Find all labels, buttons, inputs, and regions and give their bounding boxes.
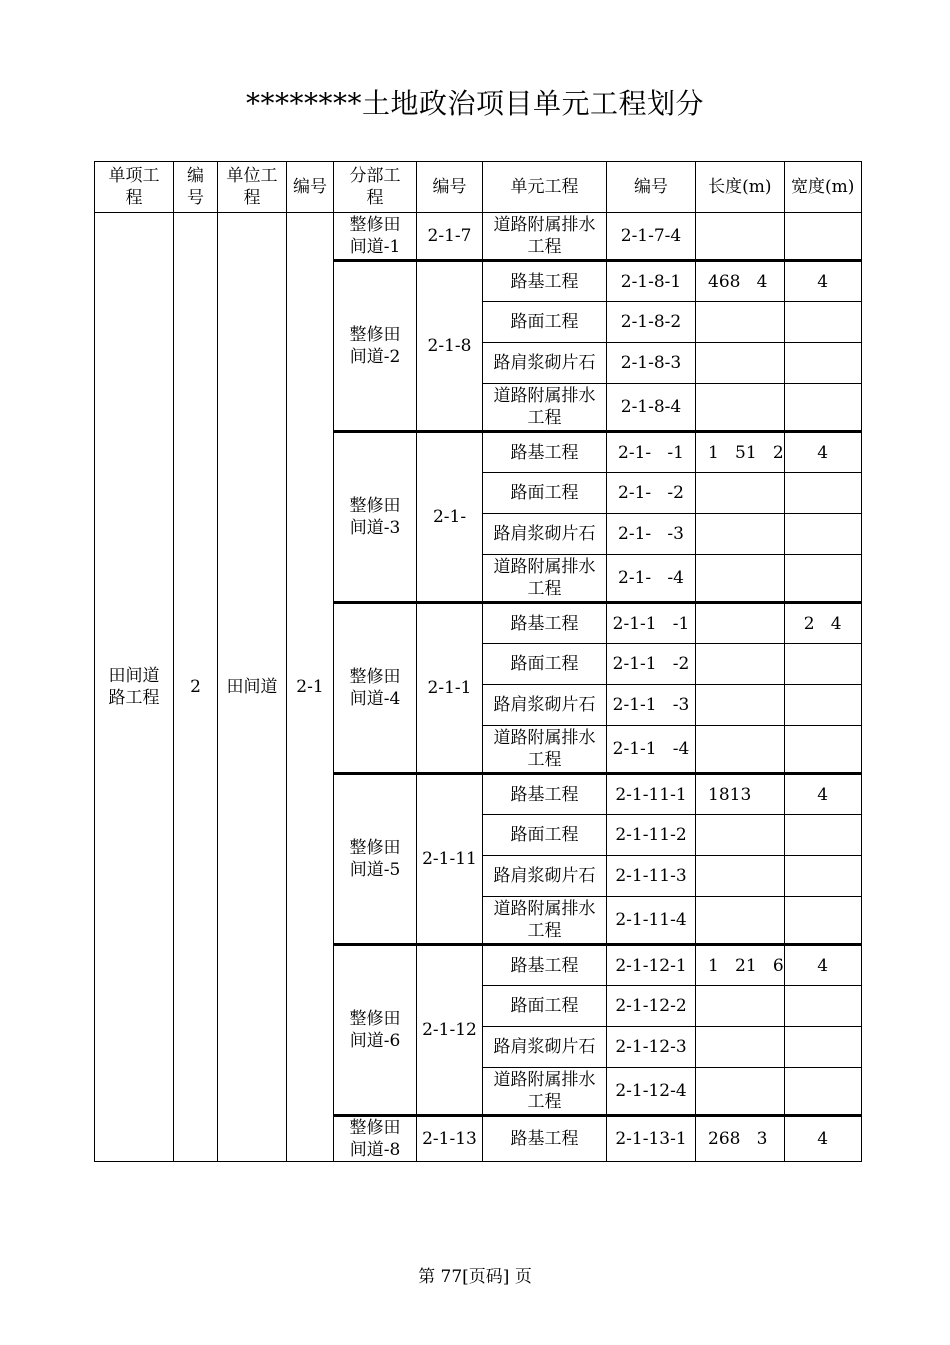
part-cell: 整修田 间道-3 bbox=[334, 432, 417, 603]
part-cell: 整修田 间道-5 bbox=[334, 774, 417, 945]
width-cell: 4 bbox=[784, 261, 861, 302]
element-name-cell: 道路附属排水 工程 bbox=[483, 384, 607, 432]
element-no-cell: 2-1- -1 bbox=[607, 432, 696, 473]
element-name-cell: 路基工程 bbox=[483, 1116, 607, 1162]
length-cell bbox=[696, 555, 785, 603]
element-no-cell: 2-1-1 -1 bbox=[607, 603, 696, 644]
length-cell bbox=[696, 603, 785, 644]
part-cell: 整修田 间道-8 bbox=[334, 1116, 417, 1162]
column-header: 编号 bbox=[417, 162, 483, 213]
part-cell: 整修田 间道-4 bbox=[334, 603, 417, 774]
element-name-cell: 路基工程 bbox=[483, 774, 607, 815]
page-footer: 第 77[页码] 页 bbox=[418, 1267, 532, 1287]
unit-no-cell: 2-1 bbox=[287, 213, 334, 1162]
width-cell: 4 bbox=[784, 945, 861, 986]
width-cell bbox=[784, 644, 861, 685]
element-no-cell: 2-1-11-1 bbox=[607, 774, 696, 815]
width-cell bbox=[784, 856, 861, 897]
element-no-cell: 2-1-11-2 bbox=[607, 815, 696, 856]
column-header: 单位工 程 bbox=[218, 162, 287, 213]
element-no-cell: 2-1-1 -4 bbox=[607, 726, 696, 774]
element-name-cell: 路肩浆砌片石 bbox=[483, 856, 607, 897]
width-cell bbox=[784, 986, 861, 1027]
width-cell bbox=[784, 726, 861, 774]
column-header: 单元工程 bbox=[483, 162, 607, 213]
length-cell bbox=[696, 1068, 785, 1116]
element-name-cell: 道路附属排水 工程 bbox=[483, 726, 607, 774]
length-cell bbox=[696, 726, 785, 774]
column-header: 编号 bbox=[287, 162, 334, 213]
element-no-cell: 2-1-12-3 bbox=[607, 1027, 696, 1068]
length-cell bbox=[696, 473, 785, 514]
element-name-cell: 路基工程 bbox=[483, 945, 607, 986]
width-cell bbox=[784, 473, 861, 514]
element-no-cell: 2-1-1 -3 bbox=[607, 685, 696, 726]
part-no-cell: 2-1-13 bbox=[417, 1116, 483, 1162]
element-name-cell: 道路附属排水 工程 bbox=[483, 1068, 607, 1116]
column-header: 分部工 程 bbox=[334, 162, 417, 213]
element-name-cell: 路面工程 bbox=[483, 302, 607, 343]
width-cell bbox=[784, 815, 861, 856]
length-cell bbox=[696, 897, 785, 945]
length-cell bbox=[696, 343, 785, 384]
element-name-cell: 路面工程 bbox=[483, 473, 607, 514]
element-no-cell: 2-1-8-1 bbox=[607, 261, 696, 302]
part-cell: 整修田 间道-6 bbox=[334, 945, 417, 1116]
element-name-cell: 路基工程 bbox=[483, 603, 607, 644]
width-cell bbox=[784, 343, 861, 384]
width-cell bbox=[784, 384, 861, 432]
element-no-cell: 2-1-7-4 bbox=[607, 213, 696, 261]
element-name-cell: 路肩浆砌片石 bbox=[483, 685, 607, 726]
element-no-cell: 2-1- -3 bbox=[607, 514, 696, 555]
unit-cell: 田间道 bbox=[218, 213, 287, 1162]
width-cell bbox=[784, 555, 861, 603]
width-cell bbox=[784, 213, 861, 261]
part-no-cell: 2-1-1 bbox=[417, 603, 483, 774]
element-no-cell: 2-1- -2 bbox=[607, 473, 696, 514]
length-cell bbox=[696, 986, 785, 1027]
width-cell: 4 bbox=[784, 432, 861, 473]
part-no-cell: 2-1-11 bbox=[417, 774, 483, 945]
element-name-cell: 道路附属排水 工程 bbox=[483, 897, 607, 945]
part-no-cell: 2-1-8 bbox=[417, 261, 483, 432]
element-no-cell: 2-1-13-1 bbox=[607, 1116, 696, 1162]
element-name-cell: 路肩浆砌片石 bbox=[483, 343, 607, 384]
part-cell: 整修田 间道-1 bbox=[334, 213, 417, 261]
length-cell bbox=[696, 685, 785, 726]
unit-division-table bbox=[94, 161, 862, 1162]
element-name-cell: 路肩浆砌片石 bbox=[483, 1027, 607, 1068]
width-cell: 2 4 bbox=[784, 603, 861, 644]
column-header: 单项工 程 bbox=[95, 162, 174, 213]
length-cell bbox=[696, 856, 785, 897]
length-cell bbox=[696, 815, 785, 856]
element-no-cell: 2-1-12-4 bbox=[607, 1068, 696, 1116]
width-cell bbox=[784, 897, 861, 945]
column-header: 编 号 bbox=[174, 162, 218, 213]
length-cell bbox=[696, 1027, 785, 1068]
element-name-cell: 路基工程 bbox=[483, 261, 607, 302]
width-cell bbox=[784, 685, 861, 726]
length-cell bbox=[696, 384, 785, 432]
width-cell bbox=[784, 1068, 861, 1116]
single-item-cell: 田间道 路工程 bbox=[95, 213, 174, 1162]
element-name-cell: 道路附属排水 工程 bbox=[483, 213, 607, 261]
element-no-cell: 2-1- -4 bbox=[607, 555, 696, 603]
width-cell bbox=[784, 514, 861, 555]
column-header: 编号 bbox=[607, 162, 696, 213]
length-cell: 268 3 bbox=[696, 1116, 785, 1162]
part-no-cell: 2-1- bbox=[417, 432, 483, 603]
single-no-cell: 2 bbox=[174, 213, 218, 1162]
length-cell bbox=[696, 514, 785, 555]
part-no-cell: 2-1-12 bbox=[417, 945, 483, 1116]
element-no-cell: 2-1-1 -2 bbox=[607, 644, 696, 685]
width-cell bbox=[784, 302, 861, 343]
length-cell bbox=[696, 644, 785, 685]
element-name-cell: 路肩浆砌片石 bbox=[483, 514, 607, 555]
page-title: ********土地政治项目单元工程划分 bbox=[245, 87, 704, 120]
width-cell: 4 bbox=[784, 774, 861, 815]
length-cell: 1 21 6 bbox=[696, 945, 785, 986]
element-name-cell: 路基工程 bbox=[483, 432, 607, 473]
width-cell: 4 bbox=[784, 1116, 861, 1162]
part-cell: 整修田 间道-2 bbox=[334, 261, 417, 432]
element-name-cell: 路面工程 bbox=[483, 644, 607, 685]
element-no-cell: 2-1-8-4 bbox=[607, 384, 696, 432]
element-name-cell: 道路附属排水 工程 bbox=[483, 555, 607, 603]
element-no-cell: 2-1-11-4 bbox=[607, 897, 696, 945]
column-header: 长度(m) bbox=[696, 162, 785, 213]
element-no-cell: 2-1-8-3 bbox=[607, 343, 696, 384]
length-cell: 1813 bbox=[696, 774, 785, 815]
length-cell: 1 51 2 bbox=[696, 432, 785, 473]
width-cell bbox=[784, 1027, 861, 1068]
element-no-cell: 2-1-12-1 bbox=[607, 945, 696, 986]
column-header: 宽度(m) bbox=[784, 162, 861, 213]
length-cell bbox=[696, 213, 785, 261]
element-no-cell: 2-1-11-3 bbox=[607, 856, 696, 897]
length-cell: 468 4 bbox=[696, 261, 785, 302]
element-name-cell: 路面工程 bbox=[483, 986, 607, 1027]
element-no-cell: 2-1-12-2 bbox=[607, 986, 696, 1027]
part-no-cell: 2-1-7 bbox=[417, 213, 483, 261]
table-row bbox=[95, 213, 862, 261]
element-no-cell: 2-1-8-2 bbox=[607, 302, 696, 343]
length-cell bbox=[696, 302, 785, 343]
element-name-cell: 路面工程 bbox=[483, 815, 607, 856]
header-row bbox=[95, 162, 862, 213]
